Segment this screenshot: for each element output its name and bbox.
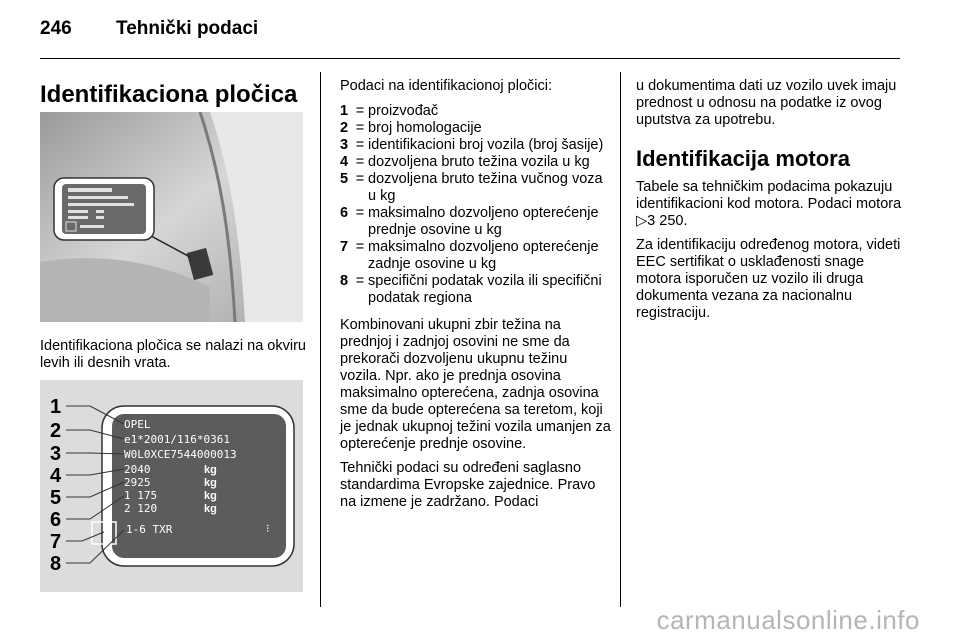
item-number: 5 [340,171,349,187]
item-equals: = [355,120,365,136]
item-text: identifikacioni broj vozila (broj šasije) [368,137,604,153]
list-item [340,154,612,171]
plate-kg-2: kg [204,477,217,489]
page-ref-target[interactable]: 250. [659,213,688,229]
list-item [340,239,612,273]
item-equals: = [355,171,365,187]
section-heading-engine: Identifikacija motora [636,146,850,171]
callout-6: 6 [50,509,62,531]
item-text: broj homologacije [368,120,482,136]
engine-code-paragraph [636,179,906,230]
plate-line-5: 2925 [124,476,151,489]
column-divider [620,72,621,607]
item-equals: = [355,154,365,170]
item-number: 3 [340,137,349,153]
list-item [340,171,612,205]
plate-diagram [40,380,303,592]
section-heading-plate: Identifikaciona pločica [40,81,298,108]
header-rule [40,58,900,59]
eec-certificate-paragraph: Za identifikaciju određenog motora, videti EEC sertifikat o usklađenosti snage motora isporučen uz vozilo ili druga dokumenta vezana za nacionalnu registraciju. [636,237,901,321]
plate-kg-3: kg [204,490,217,502]
plate-line-7: 2 120 [124,502,158,515]
column-3 [636,72,906,329]
page-ref-arrow-icon: ▷ [636,213,648,229]
callout-4: 4 [50,465,62,487]
item-text: maksimalno dozvoljeno opterećenje prednje osovine u kg [368,205,599,238]
callout-5: 5 [50,487,62,509]
item-number: 2 [340,120,349,136]
item-text: dozvoljena bruto težina vozila u kg [368,154,590,170]
item-equals: = [355,205,365,221]
axle-weight-paragraph: Kombinovani ukupni zbir težina na prednjoj i zadnjoj osovini ne sme da prekorači dozvoljenu ukupnu težinu vozila. Npr. ako je prednja osovina maksimalno opterećena, zadnja osovina sme da bude opterećena sa teretom, koji je jednak ukupnoj težini vozila umanjen za opterećenje prednje osovine. [340,317,611,452]
item-number: 1 [340,103,349,119]
continued-paragraph: u dokumentima dati uz vozilo uvek imaju prednost u odnosu na podatke iz ovog uputstva za upotrebu. [636,78,897,128]
plate-data-list [340,103,612,307]
callout-7: 7 [50,531,62,553]
item-number: 8 [340,273,349,289]
item-equals: = [355,103,365,119]
plate-data-intro: Podaci na identifikacionoj pločici: [340,78,552,94]
chapter-title: Tehnički podaci [116,18,259,39]
plate-line-6: 1 175 [124,489,158,502]
callout-1: 1 [50,396,62,418]
item-equals: = [355,239,365,255]
list-item [340,120,612,137]
item-text: specifični podatak vozila ili specifični podatak regiona [368,273,602,306]
page-number: 246 [40,18,72,39]
item-number: 4 [340,154,349,170]
item-equals: = [355,273,365,289]
page-ref-number: 3 [647,213,656,229]
column-2 [340,72,612,518]
plate-kg-1: kg [204,464,217,476]
engine-code-text: Tabele sa tehničkim podacima pokazuju identifikacioni kod motora. Podaci motora [636,179,902,212]
plate-line-1: OPEL [124,418,151,431]
item-text: dozvoljena bruto težina vučnog voza u kg [368,171,603,204]
door-frame-illustration [40,112,303,322]
callout-2: 2 [50,420,62,442]
watermark: carmanualsonline.info [656,605,920,635]
plate-kg-4: kg [204,503,217,515]
plate-line-8: 1-6 TXR [126,523,173,536]
door-frame-photo [40,112,303,322]
list-item [340,205,612,239]
plate-side-mark: ⁝ [266,522,270,535]
plate-diagram-illustration [40,380,303,592]
plate-line-3: W0L0XCE7544000013 [124,448,237,461]
item-equals: = [355,137,365,153]
callout-8: 8 [50,553,62,575]
list-item [340,103,612,120]
item-text: maksimalno dozvoljeno opterećenje zadnje osovine u kg [368,239,599,272]
column-1 [40,72,306,110]
list-item [340,273,612,307]
list-item [340,137,612,154]
item-text: proizvođač [368,103,439,119]
item-number: 7 [340,239,349,255]
callout-3: 3 [50,443,62,465]
plate-line-2: e1*2001/116*0361 [124,433,230,446]
item-number: 6 [340,205,349,221]
plate-location-caption: Identifikaciona pločica se nalazi na okviru levih ili desnih vrata. [40,338,306,371]
plate-line-4: 2040 [124,463,151,476]
column-divider [320,72,321,607]
eu-standards-paragraph: Tehnički podaci su određeni saglasno standardima Evropske zajednice. Pravo na izmene je zadržano. Podaci [340,460,596,510]
